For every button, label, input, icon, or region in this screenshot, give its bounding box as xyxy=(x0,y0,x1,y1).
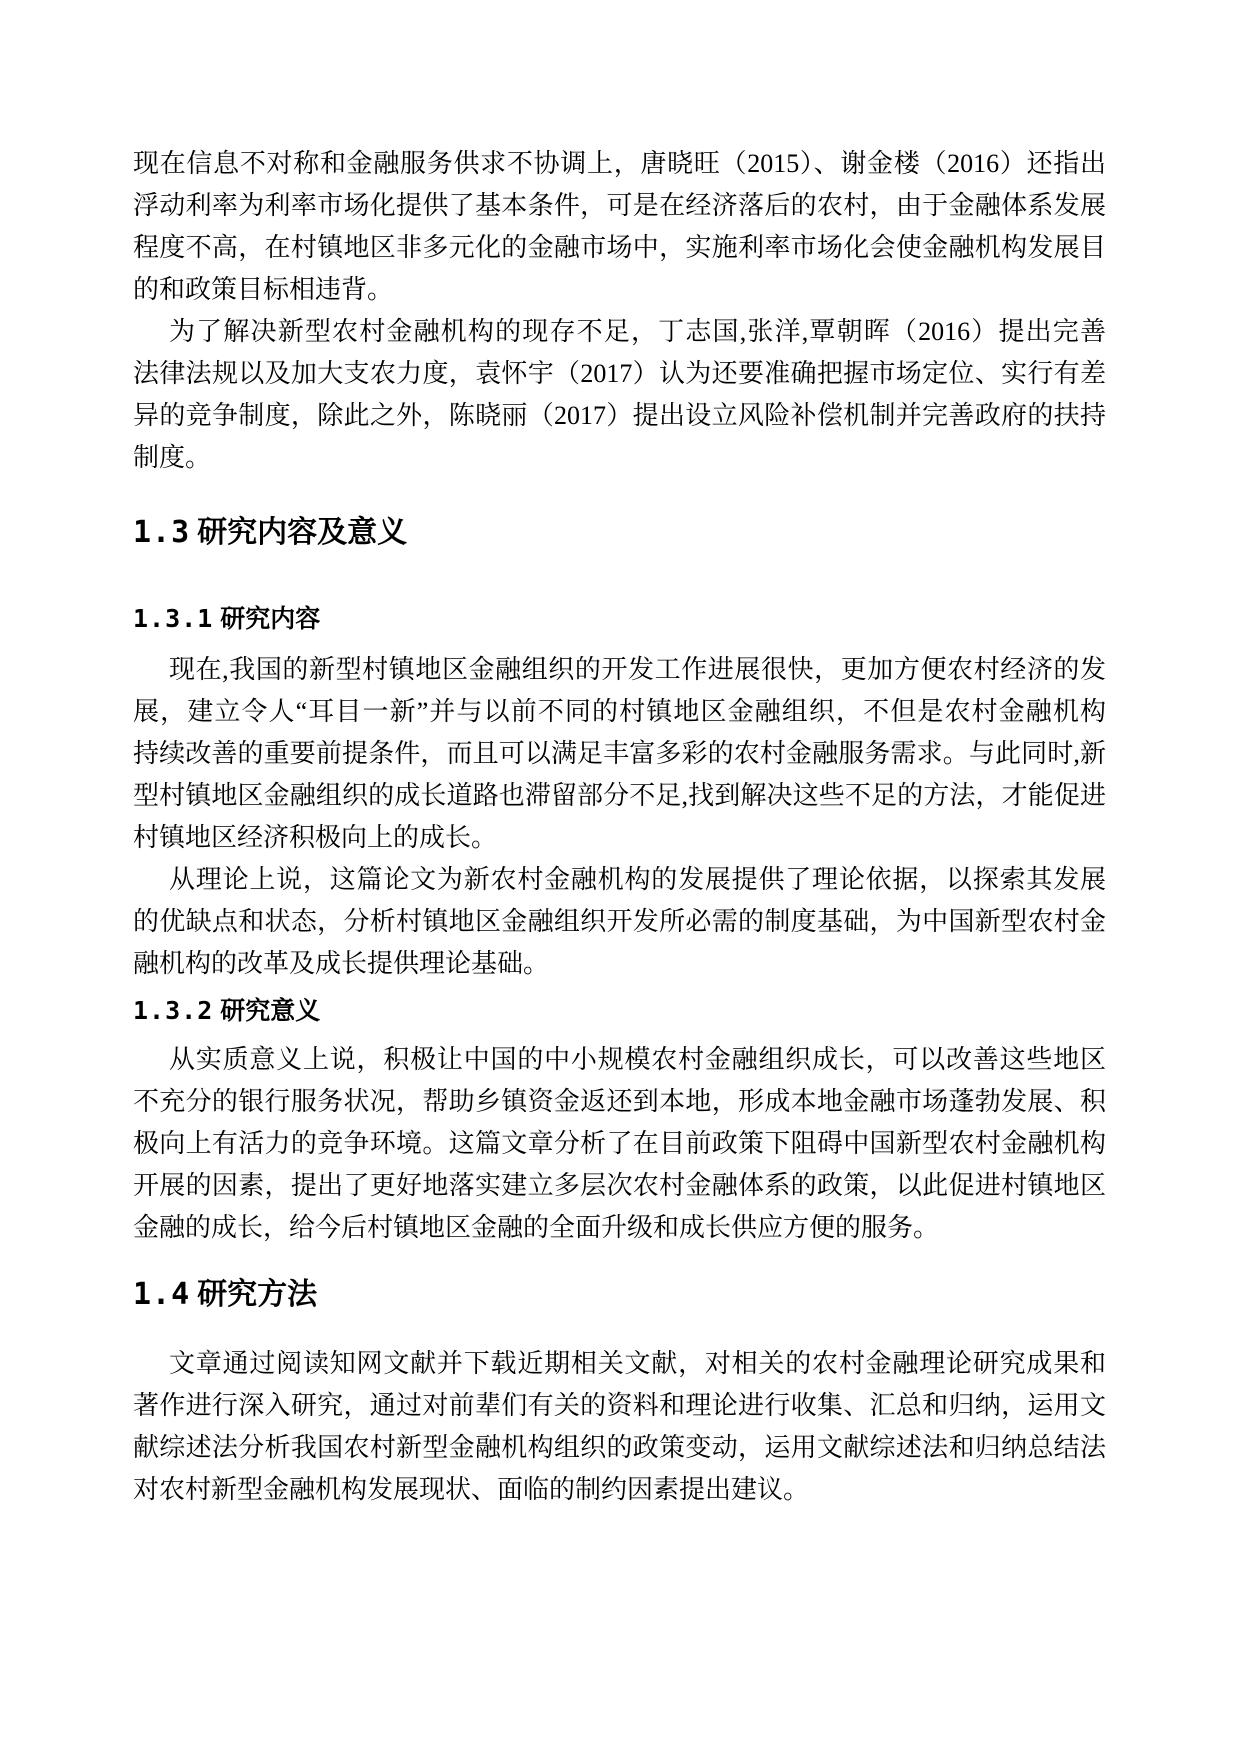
paragraph-significance xyxy=(133,1039,1106,1249)
text-line: 为了解决新型农村金融机构的现存不足，丁志国,张洋,覃朝晖（2016）提出完善 xyxy=(169,317,1106,346)
section-number: 1.3 xyxy=(133,515,191,550)
text-block xyxy=(133,143,1106,1511)
text-line: 文章通过阅读知网文献并下载近期相关文献，对相关的农村金融理论研究成果和 xyxy=(169,1349,1106,1378)
text-line: 融机构的改革及成长提供理论基础。 xyxy=(133,949,550,978)
paragraph-method xyxy=(133,1343,1106,1511)
text-line: 对农村新型金融机构发展现状、面临的制约因素提出建议。 xyxy=(133,1475,810,1504)
text-line: 献综述法分析我国农村新型金融机构组织的政策变动，运用文献综述法和归纳总结法 xyxy=(133,1433,1106,1462)
paragraph-research-content-2 xyxy=(133,859,1106,985)
text-line: 型村镇地区金融组织的成长道路也滞留部分不足,找到解决这些不足的方法，才能促进 xyxy=(133,781,1106,810)
section-title: 研究方法 xyxy=(197,1278,318,1311)
text-line: 开展的因素，提出了更好地落实建立多层次农村金融体系的政策，以此促进村镇地区 xyxy=(133,1171,1106,1200)
text-line: 的优缺点和状态，分析村镇地区金融组织开发所必需的制度基础，为中国新型农村金 xyxy=(133,907,1106,936)
subsection-title: 研究意义 xyxy=(220,997,321,1025)
text-line: 著作进行深入研究，通过对前辈们有关的资料和理论进行收集、汇总和归纳，运用文 xyxy=(133,1391,1106,1420)
section-heading-1-3 xyxy=(133,515,1106,551)
subsection-heading-1-3-1 xyxy=(133,603,1106,635)
text-line: 从理论上说，这篇论文为新农村金融机构的发展提供了理论依据，以探索其发展 xyxy=(169,865,1106,894)
text-line: 法律法规以及加大支农力度，袁怀宇（2017）认为还要准确把握市场定位、实行有差 xyxy=(133,359,1106,388)
section-heading-1-4 xyxy=(133,1277,1106,1313)
subsection-number: 1.3.1 xyxy=(133,604,214,633)
paragraph-solutions xyxy=(133,311,1106,479)
paragraph-literature-review-continued xyxy=(133,143,1106,311)
subsection-heading-1-3-2 xyxy=(133,995,1106,1027)
text-line: 村镇地区经济积极向上的成长。 xyxy=(133,823,498,852)
text-line: 从实质意义上说，积极让中国的中小规模农村金融组织成长，可以改善这些地区 xyxy=(169,1045,1106,1074)
text-line: 持续改善的重要前提条件，而且可以满足丰富多彩的农村金融服务需求。与此同时,新 xyxy=(133,739,1106,768)
text-line: 展，建立令人“耳目一新”并与以前不同的村镇地区金融组织，不但是农村金融机构 xyxy=(133,697,1106,726)
paragraph-research-content-1 xyxy=(133,649,1106,859)
text-line: 程度不高，在村镇地区非多元化的金融市场中，实施利率市场化会使金融机构发展目 xyxy=(133,233,1106,262)
text-line: 制度。 xyxy=(133,443,212,472)
subsection-number: 1.3.2 xyxy=(133,996,214,1025)
text-line: 现在,我国的新型村镇地区金融组织的开发工作进展很快，更加方便农村经济的发 xyxy=(169,655,1106,684)
text-line: 极向上有活力的竞争环境。这篇文章分析了在目前政策下阻碍中国新型农村金融机构 xyxy=(133,1129,1106,1158)
section-number: 1.4 xyxy=(133,1277,191,1312)
text-line: 不充分的银行服务状况，帮助乡镇资金返还到本地，形成本地金融市场蓬勃发展、积 xyxy=(133,1087,1106,1116)
text-line: 浮动利率为利率市场化提供了基本条件，可是在经济落后的农村，由于金融体系发展 xyxy=(133,191,1106,220)
text-line: 现在信息不对称和金融服务供求不协调上，唐晓旺（2015）、谢金楼（2016）还指出 xyxy=(133,149,1106,178)
text-line: 的和政策目标相违背。 xyxy=(133,275,394,304)
text-line: 异的竞争制度，除此之外，陈晓丽（2017）提出设立风险补偿机制并完善政府的扶持 xyxy=(133,401,1106,430)
subsection-title: 研究内容 xyxy=(220,605,321,633)
section-title: 研究内容及意义 xyxy=(197,516,408,549)
text-line: 金融的成长，给今后村镇地区金融的全面升级和成长供应方便的服务。 xyxy=(133,1213,940,1242)
